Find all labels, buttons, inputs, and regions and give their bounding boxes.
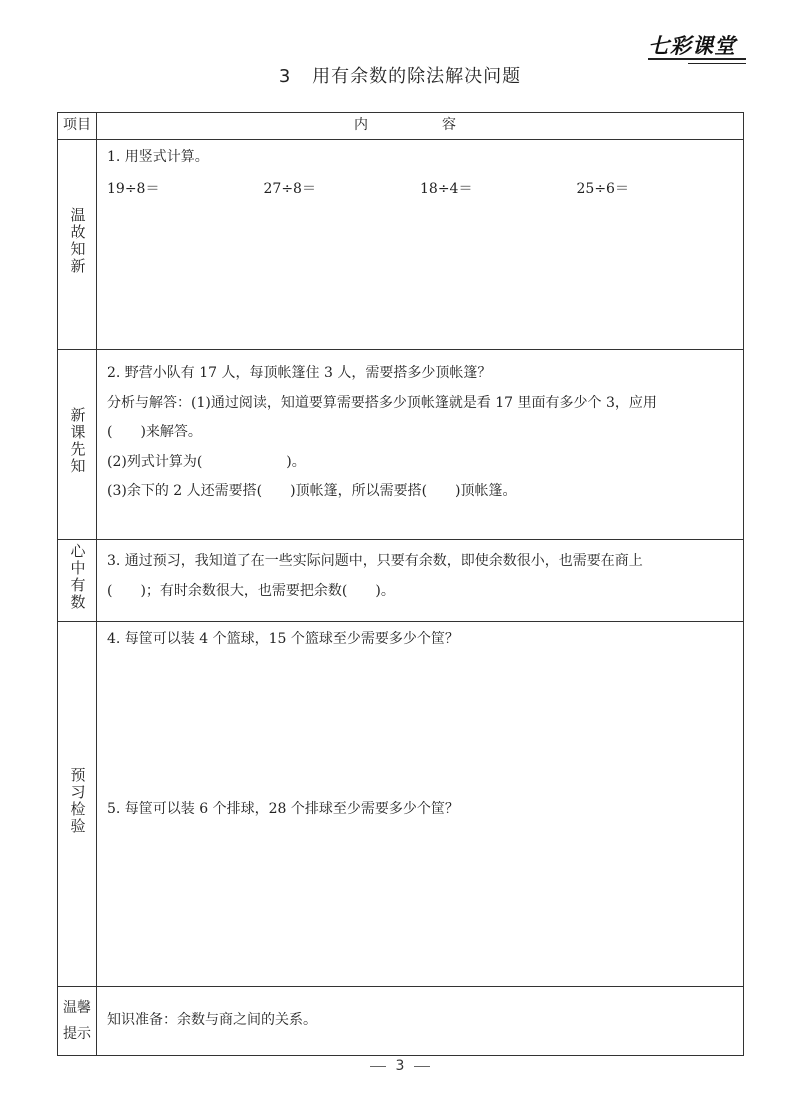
question-3-line-1: 3. 通过预习，我知道了在一些实际问题中，只要有余数，即使余数很小，也需要在商上 [107, 553, 643, 569]
section-mind-label: 心中有数 [68, 543, 87, 612]
header-item: 项目 [58, 113, 97, 140]
section-preview-label: 新课先知 [68, 407, 87, 476]
section-preview-content [97, 350, 744, 540]
section-tip-content [97, 987, 744, 1056]
section-check-content [97, 622, 744, 987]
brand-logo-area [648, 30, 746, 66]
page-title [0, 62, 800, 88]
question-3-line-2: ( )；有时余数很大，也需要把余数( )。 [107, 582, 395, 599]
section-mind-row [58, 540, 744, 622]
lesson-number: 3 [278, 66, 292, 87]
calc-item: 27÷8＝ [263, 180, 316, 197]
question-1: 1. 用竖式计算。 [107, 149, 209, 165]
section-check-row [58, 622, 744, 987]
question-2: 2. 野营小队有 17 人，每顶帐篷住 3 人，需要搭多少顶帐篷？ [107, 365, 492, 381]
section-review-content [97, 140, 744, 350]
section-check-label: 预习检验 [68, 766, 87, 835]
section-tip-label-2: 提示 [63, 1026, 91, 1042]
header-content: 内 容 [97, 113, 744, 140]
page-footer [0, 1058, 800, 1074]
section-review-row [58, 140, 744, 350]
page-number: 3 [395, 1058, 405, 1074]
analysis-line-1: 分析与解答：(1)通过阅读，知道要算需要搭多少顶帐篷就是看 17 里面有多少个 3，应用 [107, 394, 657, 411]
section-preview-row [58, 350, 744, 540]
header-row [58, 113, 744, 140]
calc-row [107, 180, 733, 200]
brand-underline [648, 58, 746, 60]
step-2: (2)列式计算为( )。 [107, 453, 306, 470]
section-review-label: 温故知新 [68, 207, 87, 276]
question-4: 4. 每筐可以装 4 个篮球，15 个篮球至少需要多少个筐？ [107, 631, 459, 647]
calc-item: 18÷4＝ [420, 180, 473, 197]
analysis-line-2: ( )来解答。 [107, 424, 202, 441]
worksheet-table [57, 112, 744, 1056]
section-mind-content [97, 540, 744, 622]
tip-text: 知识准备：余数与商之间的关系。 [107, 1012, 317, 1029]
brand-logo: 七彩课堂 [648, 34, 736, 58]
lesson-title: 用有余数的除法解决问题 [312, 66, 522, 87]
section-tip-row [58, 987, 744, 1056]
calc-item: 19÷8＝ [107, 180, 160, 197]
step-3: (3)余下的 2 人还需要搭( )顶帐篷，所以需要搭( )顶帐篷。 [107, 483, 517, 500]
footer-dash-right [414, 1066, 430, 1067]
question-5: 5. 每筐可以装 6 个排球，28 个排球至少需要多少个筐？ [107, 800, 459, 817]
calc-item: 25÷6＝ [576, 180, 629, 197]
footer-dash-left [370, 1066, 386, 1067]
section-tip-label-1: 温馨 [63, 999, 91, 1016]
